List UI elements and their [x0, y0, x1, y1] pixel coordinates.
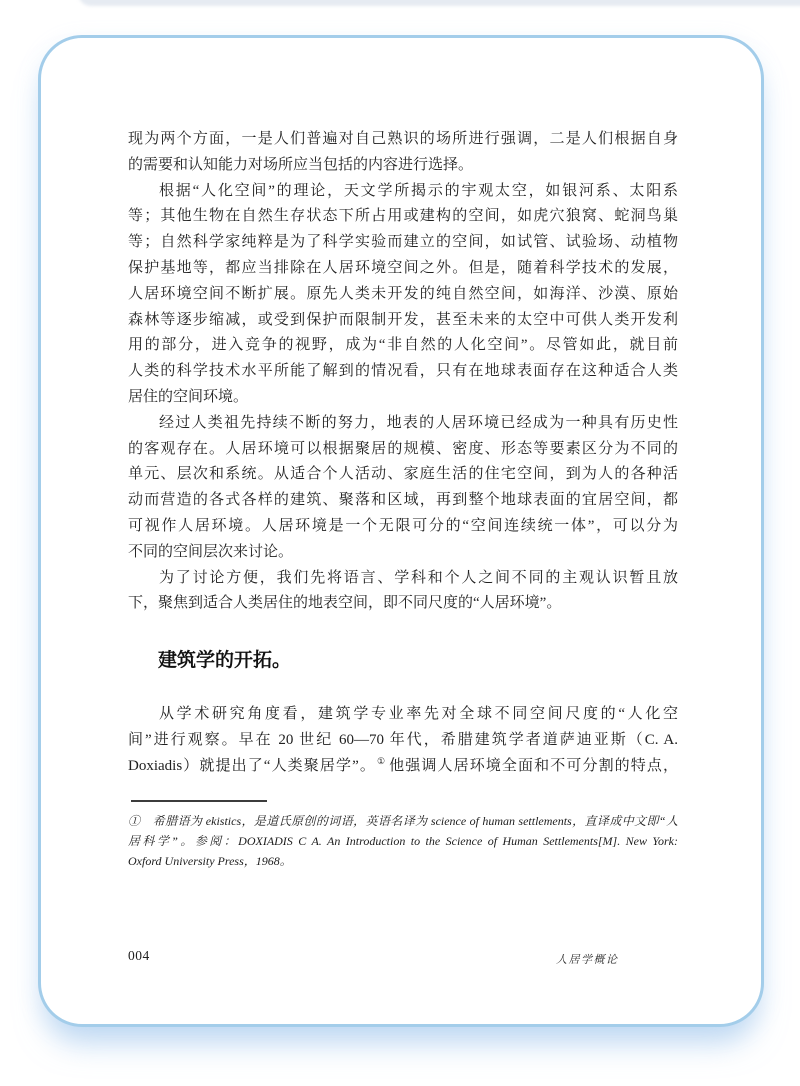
- body-text-line: 间”进行观察。早在 20 世纪 60—70 年代，希腊建筑学者道萨迪亚斯（C. A.: [128, 731, 678, 748]
- body-text-line: 可视作人居环境。人居环境是一个无限可分的“空间连续统一体”，可以分为: [128, 517, 678, 534]
- body-text-line: 经过人类祖先持续不断的努力，地表的人居环境已经成为一种具有历史性: [159, 414, 678, 431]
- body-text-line: 森林等逐步缩减，或受到保护而限制开发，甚至未来的太空中可供人类开发利: [128, 311, 678, 328]
- body-text-line: 下，聚焦到适合人类居住的地表空间，即不同尺度的“人居环境”。: [128, 595, 562, 612]
- body-text-line: [128, 754, 678, 780]
- footnote-line: ① 希腊语为 ekistics，是道氏原创的词语，英语名译为 science of human settlements，直译成中文即“人: [128, 814, 678, 828]
- body-text-line: 根据“人化空间”的理论，天文学所揭示的宇观太空，如银河系、太阳系: [159, 182, 678, 199]
- body-text-line: 为了讨论方便，我们先将语言、学科和个人之间不同的主观认识暂且放: [159, 569, 678, 586]
- page-number: 004: [128, 948, 150, 963]
- footnote-block: [128, 800, 678, 871]
- body-text-block: [128, 127, 678, 780]
- book-page: [38, 35, 764, 1027]
- body-text-line: 现为两个方面，一是人们普遍对自己熟识的场所进行强调，二是人们根据自身: [128, 131, 678, 147]
- body-text-line: 等；自然科学家纯粹是为了科学实验而建立的空间，如试管、试验场、动植物: [128, 234, 678, 251]
- body-text-line: 动而营造的各式各样的建筑、聚落和区域，再到整个地球表面的宜居空间，都: [128, 492, 678, 509]
- section-heading: 建筑学的开拓。: [158, 650, 292, 672]
- body-text-line: 的需要和认知能力对场所应当包括的内容进行选择。: [128, 156, 474, 173]
- footnote-marker: ①: [376, 755, 387, 766]
- body-text-line: 单元、层次和系统。从适合个人活动、家庭生活的住宅空间，到为人的各种活: [128, 466, 678, 483]
- body-text-segment: Doxiadis）就提出了“人类聚居学”。: [128, 757, 376, 774]
- body-text-line: 的客观存在。人居环境可以根据聚居的规模、密度、形态等要素区分为不同的: [128, 440, 678, 457]
- body-text-line: 从学术研究角度看，建筑学专业率先对全球不同空间尺度的“人化空: [159, 706, 678, 723]
- body-text-line: 人居环境空间不断扩展。原先人类未开发的纯自然空间，如海洋、沙漠、原始: [128, 285, 678, 302]
- previous-page-edge: [78, 0, 800, 6]
- footnote-line: 居科学”。参阅：DOXIADIS C A. An Introduction to the Science of Human Settlements[M]. New York:: [128, 834, 678, 848]
- body-text-line: 居住的空间环境。: [128, 388, 249, 405]
- body-text-line: 人类的科学技术水平所能了解到的情况看，只有在地球表面存在这种适合人类: [128, 363, 678, 380]
- body-text-line: 等；其他生物在自然生存状态下所占用或建构的空间，如虎穴狼窝、蛇洞鸟巢: [128, 208, 678, 225]
- footnote-rule: [131, 800, 267, 802]
- running-title: 人居学概论: [556, 954, 619, 966]
- footnote-line: Oxford University Press，1968。: [128, 854, 292, 868]
- body-text-segment: 他强调人居环境全面和不可分割的特点，: [389, 757, 678, 774]
- body-text-line: 不同的空间层次来讨论。: [128, 543, 294, 560]
- body-text-line: 用的部分，进入竞争的视野，成为“非自然的人化空间”。尽管如此，就目前: [128, 337, 678, 354]
- body-text-line: 保护基地等，都应当排除在人居环境空间之外。但是，随着科学技术的发展，: [128, 259, 678, 276]
